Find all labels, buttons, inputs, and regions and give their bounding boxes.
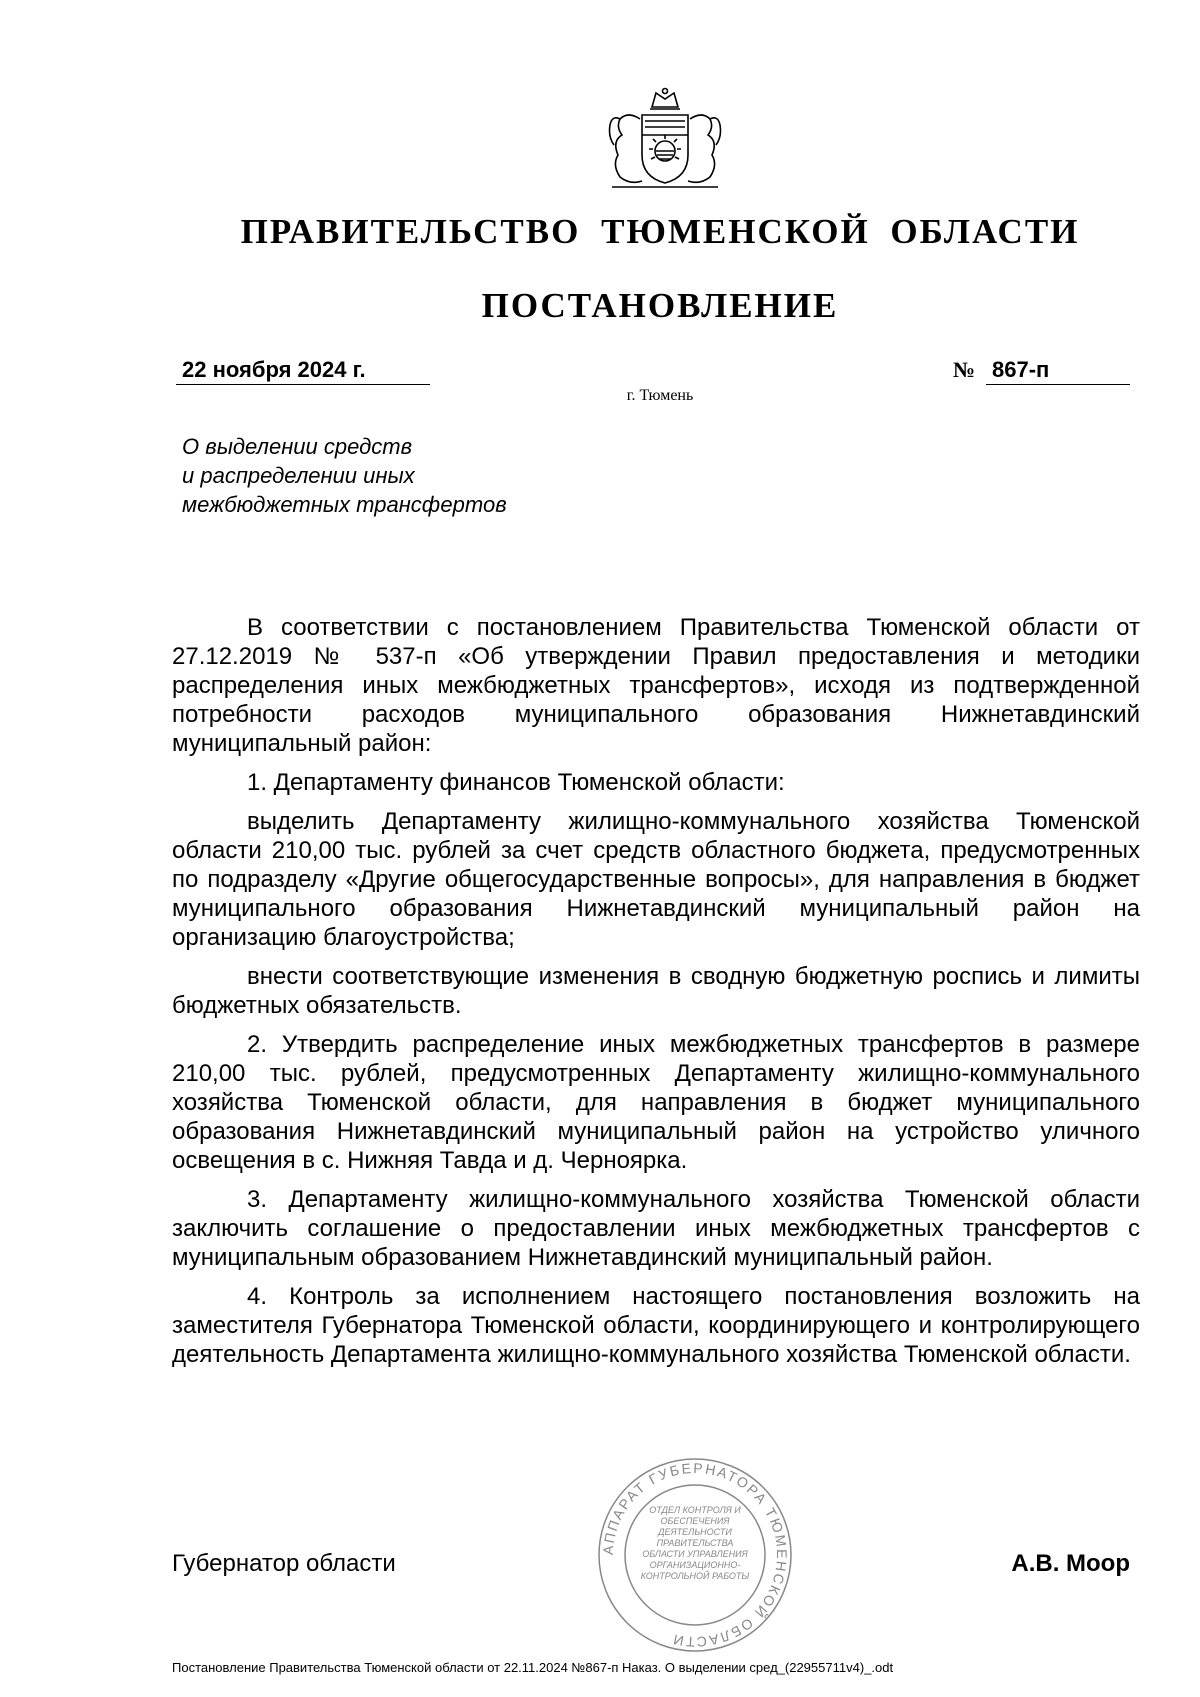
document-body xyxy=(172,613,1140,1379)
paragraph: 3. Департаменту жилищно-коммунального хозяйства Тюменской области заключить соглашение о предоставлении иных межбюджетных трансфертов с муниципальным образованием Нижнетавдинский муниципальный район. xyxy=(172,1186,1140,1271)
seal-outer-text: АППАРАТ ГУБЕРНАТОРА ТЮМЕНСКОЙ ОБЛАСТИ xyxy=(599,1459,791,1651)
coat-of-arms-icon xyxy=(590,85,740,195)
organization-title: ПРАВИТЕЛЬСТВО ТЮМЕНСКОЙ ОБЛАСТИ xyxy=(240,212,1080,251)
number-label: № xyxy=(953,357,976,382)
subject-line: межбюджетных трансфертов xyxy=(182,492,507,517)
document-number: 867-п xyxy=(986,357,1130,385)
paragraph: В соответствии с постановлением Правительства Тюменской области от 27.12.2019 № 537-п «Об утверждении Правил предоставления и методики распределения иных межбюджетных трансфертов», исходя из подтвержденной потребности расходов муниципального образования Нижнетавдинский муниципальный район: xyxy=(172,614,1140,757)
document-type: ПОСТАНОВЛЕНИЕ xyxy=(481,286,839,325)
official-seal-icon xyxy=(595,1455,795,1655)
paragraph: 2. Утвердить распределение иных межбюджетных трансфертов в размере 210,00 тыс. рублей, предусмотренных Департаменту жилищно-коммунального хозяйства Тюменской области, для направления в бюджет муниципального образования Нижнетавдинский муниципальный район на устройство уличного освещения в с. Нижняя Тавда и д. Черноярка. xyxy=(172,1031,1140,1174)
document-subject xyxy=(182,432,682,519)
paragraph: 1. Департаменту финансов Тюменской области: xyxy=(247,769,785,796)
subject-line: и распределении иных xyxy=(182,463,415,488)
document-date: 22 ноября 2024 г. xyxy=(176,357,430,385)
signatory-name: А.В. Моор xyxy=(1011,1550,1130,1577)
paragraph: 4. Контроль за исполнением настоящего постановления возложить на заместителя Губернатора Тюменской области, координирующего и контролирующего деятельность Департамента жилищно-коммунального хозяйства Тюменской области. xyxy=(172,1283,1140,1368)
paragraph: выделить Департаменту жилищно-коммунального хозяйства Тюменской области 210,00 тыс. рублей за счет средств областного бюджета, предусмотренных по подразделу «Другие общегосударственные вопросы», для направления в бюджет муниципального образования Нижнетавдинский муниципальный район на организацию благоустройства; xyxy=(172,808,1140,951)
seal-inner-text: ОТДЕЛ КОНТРОЛЯ И ОБЕСПЕЧЕНИЯ ДЕЯТЕЛЬНОСТИ ПРАВИТЕЛЬСТВА ОБЛАСТИ УПРАВЛЕНИЯ ОРГАНИЗАЦИОННО-КОНТРОЛЬНОЙ РАБОТЫ xyxy=(640,1505,750,1581)
subject-line: О выделении средств xyxy=(182,434,413,459)
paragraph: внести соответствующие изменения в сводную бюджетную роспись и лимиты бюджетных обязательств. xyxy=(172,963,1140,1019)
city: г. Тюмень xyxy=(626,387,694,404)
signatory-title: Губернатор области xyxy=(172,1550,396,1577)
footer-filename: Постановление Правительства Тюменской области от 22.11.2024 №867-п Наказ. О выделении сред_(22955711v4)_.odt xyxy=(172,1660,894,1675)
